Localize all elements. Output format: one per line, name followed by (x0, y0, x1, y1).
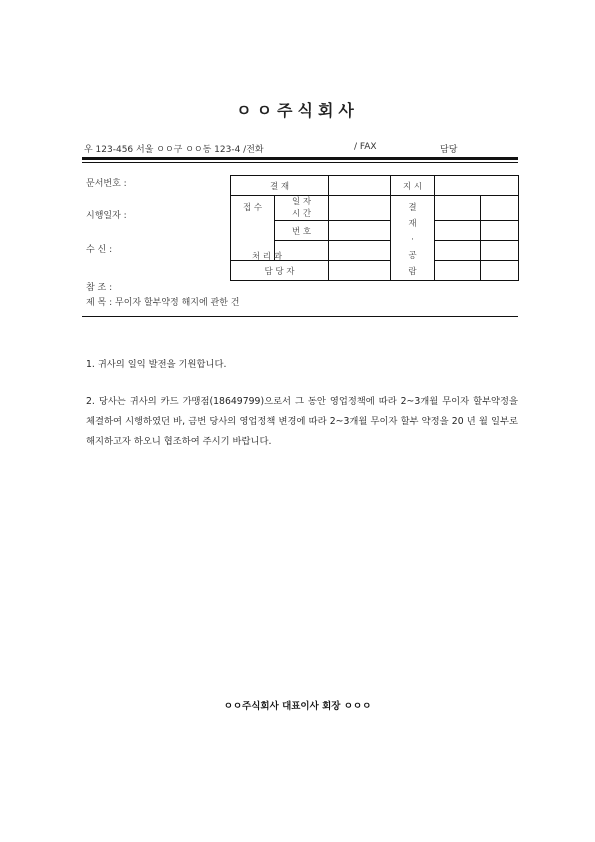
date-label: 일 자 (291, 197, 312, 207)
review-slot-cell (481, 221, 519, 241)
recipient-label: 수 신 : (86, 245, 113, 255)
approval-review-cell (391, 196, 435, 281)
company-title: ㅇㅇ주식회사 (236, 101, 359, 120)
number-cell: 번 호 (275, 221, 329, 241)
instruction-header-cell: 지 시 (391, 176, 435, 196)
review-slot-cell (481, 241, 519, 261)
header-rule-bottom (82, 316, 518, 317)
approval-review-char-3: · (411, 235, 414, 245)
review-slot-cell (481, 261, 519, 281)
body-paragraph-1 (86, 356, 518, 370)
body-paragraph-2 (86, 392, 518, 452)
processing-value-cell (329, 241, 391, 261)
handler-value-cell (329, 261, 391, 281)
body-paragraph-1-text: 1. 귀사의 일익 발전을 기원합니다. (86, 359, 227, 370)
date-time-cell (275, 196, 329, 221)
instruction-blank-cell (435, 176, 519, 196)
subject-line: 제 목 : 무이자 할부약정 해지에 관한 건 (86, 298, 240, 308)
reference-label: 참 조 : (86, 283, 113, 293)
approval-blank-cell (329, 176, 391, 196)
approval-table (230, 175, 519, 281)
time-label: 시 간 (291, 209, 312, 219)
review-slot-cell (481, 196, 519, 221)
date-time-value-cell (329, 196, 391, 221)
handler-cell: 담 당 자 (231, 261, 329, 281)
review-slot-cell (435, 196, 481, 221)
approval-review-char-4: 공 (408, 251, 417, 261)
receipt-label: 접 수 (242, 203, 263, 213)
postal-address: 우 123-456 서울 ㅇㅇ구 ㅇㅇ동 123-4 /전화 (84, 145, 264, 155)
fax-label: / FAX (354, 142, 377, 152)
header-rule-thin (82, 162, 518, 163)
header-rule-thick (82, 157, 518, 160)
processing-label-cell (275, 241, 329, 261)
review-slot-cell (435, 261, 481, 281)
doc-number-label: 문서번호 : (86, 179, 127, 189)
approval-header-cell: 결 재 (231, 176, 329, 196)
signature-line: ㅇㅇ주식회사 대표이사 회장 ㅇㅇㅇ (223, 701, 372, 712)
number-value-cell (329, 221, 391, 241)
processing-label: 처 리 과 (252, 252, 283, 262)
body-paragraph-2-text: 2. 당사는 귀사의 카드 가맹점(18649799)으로서 그 동안 영업정책에 따라 2~3개월 무이자 할부약정을 체결하여 시행하였던 바, 금번 당사의 영업정책 변경에 따라 2~3개월 무이자 할부 약정을 20 년 월 일부로 해지하고자 하오니 협조하여 주시기 바랍니다. (86, 396, 518, 447)
approval-review-char-1: 결 (408, 203, 417, 213)
approval-review-char-2: 재 (408, 219, 417, 229)
approval-review-char-5: 람 (408, 267, 417, 277)
review-slot-cell (435, 221, 481, 241)
contact-label: 담당 (440, 145, 458, 155)
review-slot-cell (435, 241, 481, 261)
exec-date-label: 시행일자 : (86, 211, 127, 221)
